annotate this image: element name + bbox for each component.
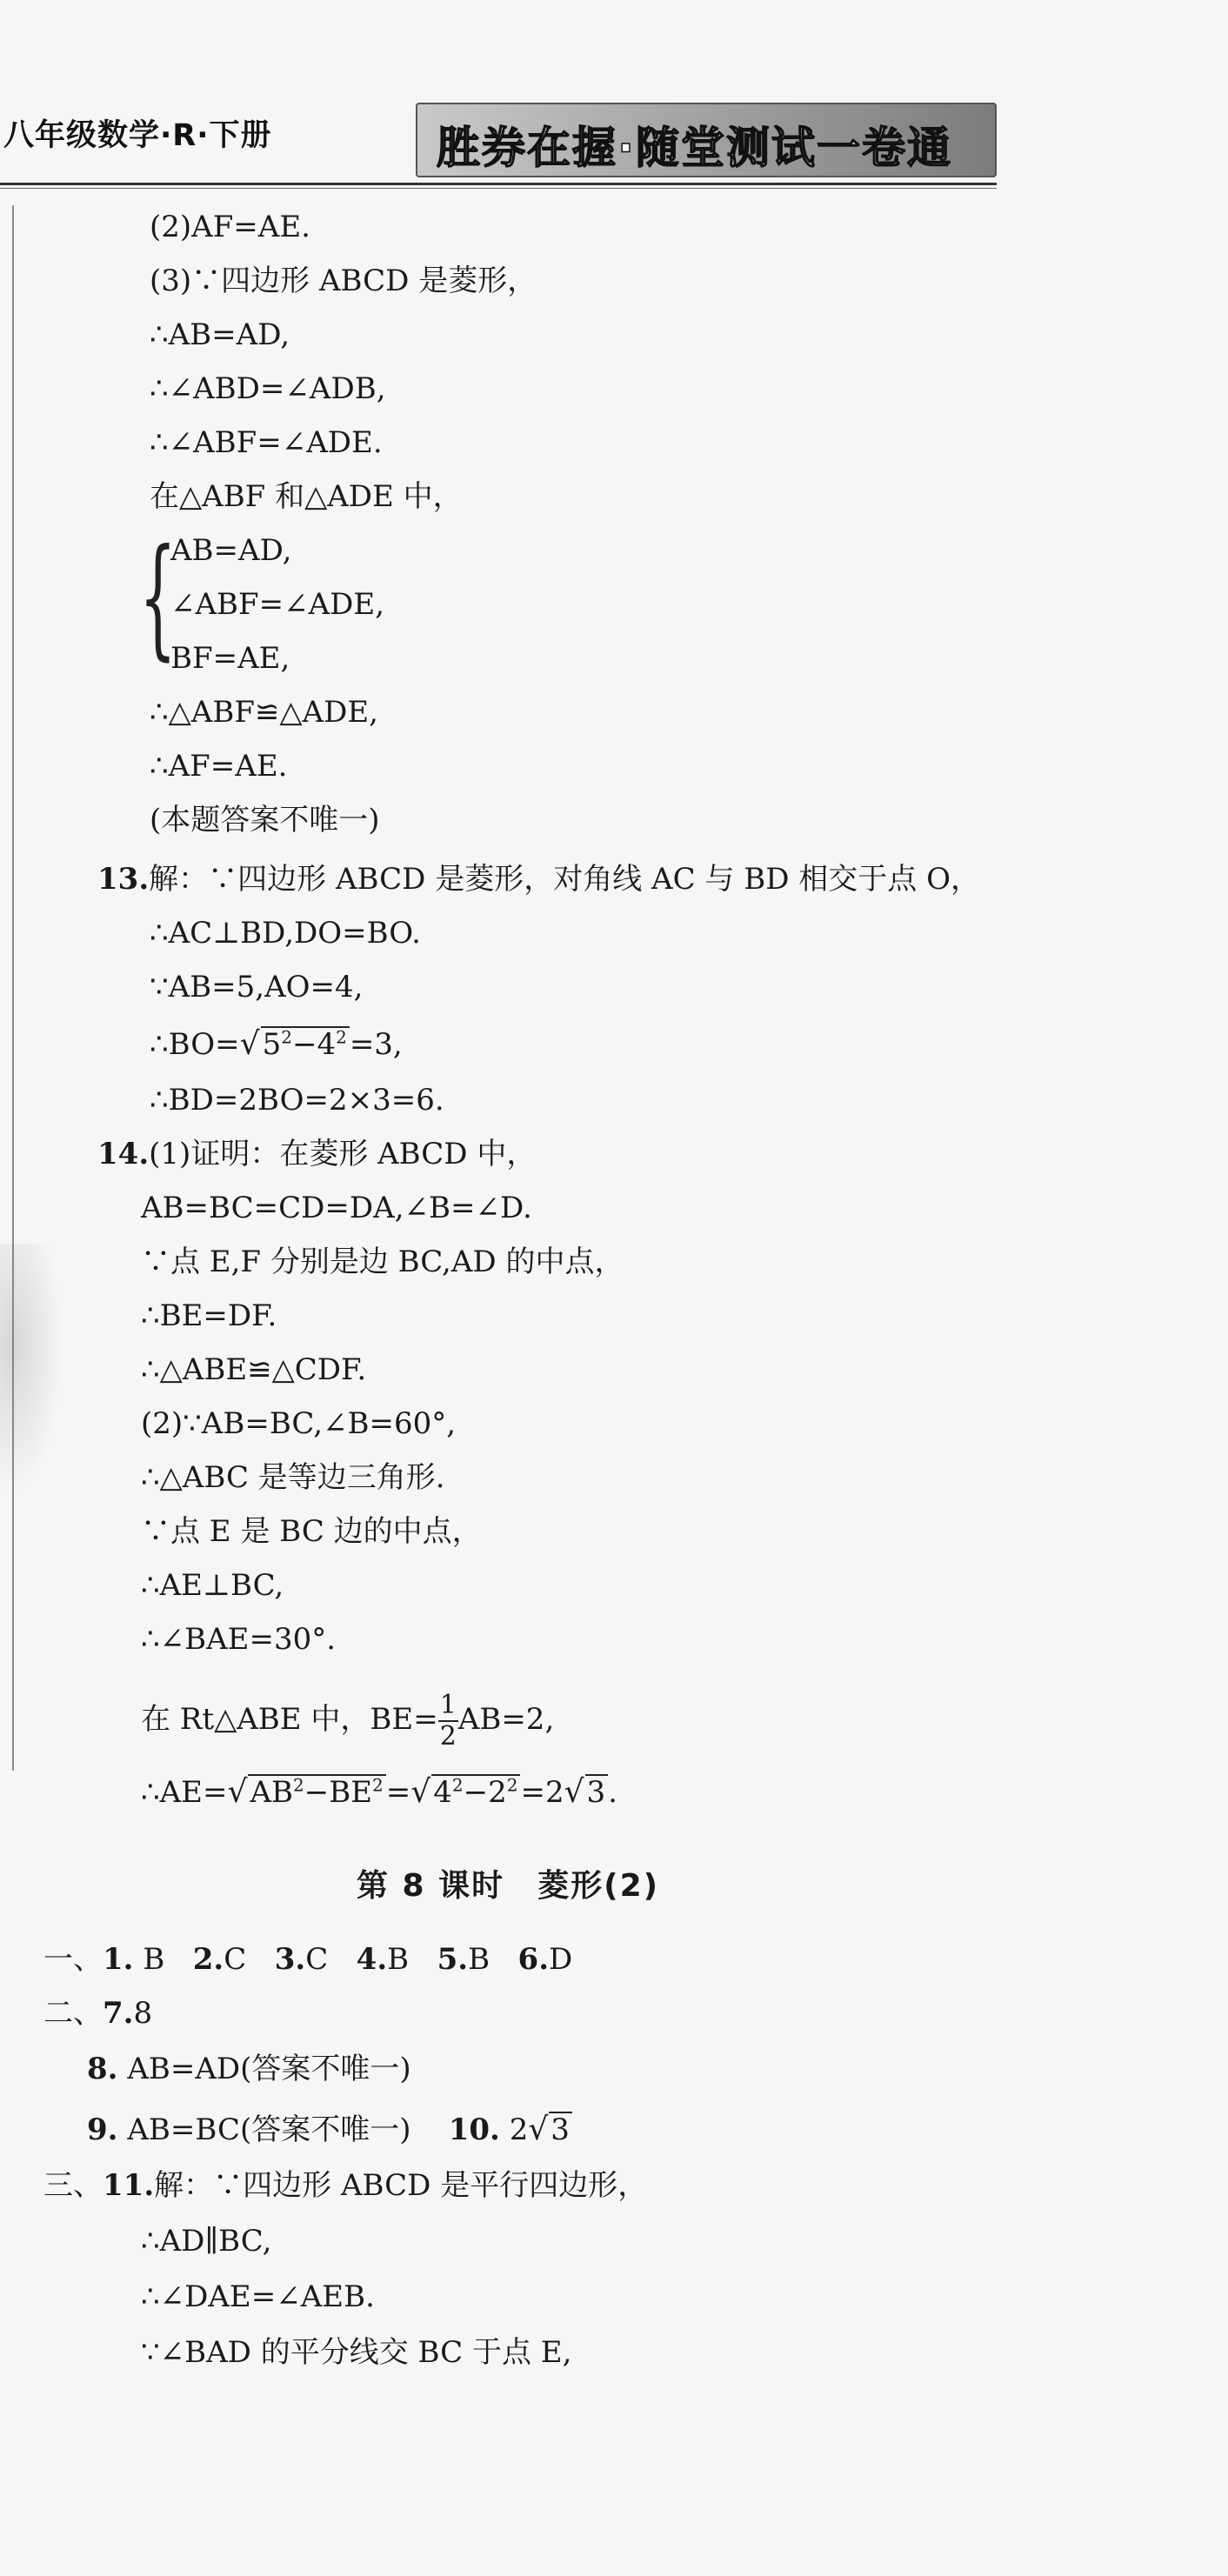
bo-radicand [261, 1026, 350, 1062]
answer-value: B [143, 1942, 165, 1977]
part-3-prefix: 三、 [43, 2168, 103, 2203]
radicand-minus-2: −2 [463, 1775, 507, 1810]
radicand-5: 5 [262, 1027, 282, 1062]
fraction-half [438, 1692, 458, 1750]
exp-be: 2 [372, 1774, 384, 1796]
answer-number: 2. [192, 1942, 224, 1977]
part-1-prefix: 一、 [43, 1942, 103, 1977]
sqrt-sign: √ [239, 1026, 260, 1062]
fraction-denominator: 2 [439, 1721, 457, 1752]
radicand-be: −BE [304, 1775, 373, 1810]
problem-13 [97, 862, 980, 897]
header-rule-thin [0, 188, 997, 189]
answers-part-3 [43, 2168, 648, 2203]
problem-13-text: 解：∵四边形 ABCD 是菱形，对角线 AC 与 BD 相交于点 O， [149, 862, 980, 897]
line-dae-aeb: ∴∠DAE=∠AEB. [141, 2279, 375, 2314]
system-line-1: AB=AD, [170, 533, 292, 568]
line-bd-6: ∴BD=2BO=2×3=6. [150, 1083, 444, 1118]
answer-value: C [305, 1942, 329, 1977]
line-bo-sqrt [150, 1026, 403, 1060]
answer-number: 5. [437, 1942, 469, 1977]
problem-14-number: 14. [97, 1137, 150, 1171]
answer-number: 3. [274, 1942, 306, 1977]
problem-14-text: (1)证明：在菱形 ABCD 中， [149, 1137, 537, 1171]
sqrt-sign-3: √ [564, 1774, 584, 1810]
system-line-2: ∠ABF=∠ADE, [170, 587, 385, 622]
margin-line [12, 205, 14, 1771]
ae-lhs: ∴AE= [141, 1775, 228, 1810]
line-ac-perp-bd: ∴AC⊥BD,DO=BO. [150, 916, 421, 951]
radicand-minus-4: −4 [291, 1027, 337, 1062]
series-banner [416, 103, 997, 177]
line-congruent: ∴△ABF≌△ADE, [150, 695, 378, 730]
line-ae-perp-bc: ∴AE⊥BC, [141, 1568, 284, 1603]
exp-2b: 2 [336, 1026, 347, 1048]
answer-number: 8. [87, 2052, 118, 2086]
line-angle-abf: ∴∠ABF=∠ADE. [150, 425, 383, 460]
line-bisector: ∵∠BAD 的平分线交 BC 于点 E, [141, 2335, 572, 2370]
answer-value: AB=AD(答案不唯一) [127, 2052, 411, 2086]
line-ae-value [141, 1774, 617, 1808]
section-title: 第 8 课时 菱形(2) [357, 1868, 660, 1904]
answers-part-2 [43, 1996, 153, 2031]
radicand-4-2 [431, 1774, 520, 1810]
answer-11-text: 解：∵四边形 ABCD 是平行四边形， [154, 2168, 648, 2203]
radicand-4: 4 [433, 1775, 452, 1810]
line-be-df: ∴BE=DF. [141, 1298, 277, 1333]
answer-number: 9. [87, 2112, 118, 2147]
answer-number: 10. [448, 2112, 500, 2147]
answer-value: B [468, 1942, 491, 1977]
line-not-unique: (本题答案不唯一) [150, 803, 380, 838]
answer-value: D [549, 1942, 573, 1977]
series-banner-text: 胜券在握·随堂测试一卷通 [437, 123, 952, 173]
problem-14 [97, 1139, 536, 1169]
sqrt-sign-2: √ [410, 1774, 431, 1810]
exp-ab: 2 [293, 1774, 304, 1796]
part-2-prefix: 二、 [43, 1996, 103, 2031]
book-title: 八年级数学·R·下册 [3, 118, 272, 153]
exp-2: 2 [281, 1026, 292, 1048]
sqrt-sign-1: √ [227, 1774, 248, 1810]
line-ab-5-ao-4: ∵AB=5,AO=4, [150, 970, 364, 1004]
period: . [608, 1775, 617, 1810]
answers-part-1 [43, 1942, 573, 1977]
line-2-af-ae: (2)AF=AE. [150, 210, 310, 244]
line-angle-abd: ∴∠ABD=∠ADB, [150, 371, 386, 406]
radicand-ab-be [248, 1774, 385, 1810]
answer-number: 7. [103, 1996, 134, 2031]
line-ad-parallel-bc: ∴AD∥BC, [141, 2224, 272, 2259]
answer-number: 6. [517, 1942, 550, 1977]
line-bae-30: ∴∠BAE=30°. [141, 1622, 337, 1657]
answer-value: C [224, 1942, 247, 1977]
answer-number: 1. [103, 1942, 134, 1977]
line-ab-ad: ∴AB=AD, [150, 317, 290, 352]
answer-number: 4. [356, 1942, 388, 1977]
equals-1: = [385, 1775, 411, 1810]
sqrt-sign-4: √ [528, 2112, 549, 2147]
exp-2-last: 2 [506, 1774, 518, 1796]
bo-rhs: =3, [349, 1027, 403, 1062]
line-midpoints: ∵点 E,F 分别是边 BC,AD 的中点， [141, 1245, 624, 1279]
radicand-3b: 3 [549, 2112, 572, 2145]
exp-4: 2 [451, 1774, 464, 1796]
line-3-rhombus: (3)∵四边形 ABCD 是菱形， [150, 264, 537, 298]
rt-lhs: 在 Rt△ABE 中，BE= [141, 1702, 438, 1737]
problem-13-number: 13. [97, 862, 150, 897]
answer-value: AB=BC(答案不唯一) [127, 2112, 411, 2147]
radicand-3: 3 [585, 1774, 609, 1807]
equals-2: =2 [520, 1775, 564, 1810]
radicand-ab: AB [250, 1775, 293, 1810]
answer-8 [87, 2054, 411, 2084]
answer-9-10 [87, 2112, 572, 2146]
header-rule [0, 183, 997, 185]
answer-number: 11. [103, 2168, 155, 2203]
rt-rhs: AB=2, [457, 1702, 555, 1737]
line-sides-equal: AB=BC=CD=DA,∠B=∠D. [141, 1191, 532, 1225]
bo-lhs: ∴BO= [150, 1027, 240, 1062]
line-abe-cdf: ∴△ABE≌△CDF. [141, 1352, 367, 1387]
line-equilateral: ∴△ABC 是等边三角形. [141, 1460, 445, 1495]
fraction-numerator: 1 [439, 1690, 457, 1720]
system-line-3: BF=AE, [170, 641, 290, 676]
line-in-triangles: 在△ABF 和△ADE 中， [150, 479, 463, 514]
answer-value: 2 [509, 2112, 529, 2147]
line-e-midpoint: ∵点 E 是 BC 边的中点， [141, 1514, 482, 1549]
line-part2: (2)∵AB=BC,∠B=60°, [141, 1406, 457, 1441]
answer-value: B [387, 1942, 410, 1977]
answer-value: 8 [133, 1996, 153, 2031]
watermark-smudge [0, 1244, 63, 1496]
line-af-ae-conclusion: ∴AF=AE. [150, 749, 288, 784]
system-brace: { [139, 522, 177, 673]
line-rt-triangle [141, 1692, 554, 1750]
